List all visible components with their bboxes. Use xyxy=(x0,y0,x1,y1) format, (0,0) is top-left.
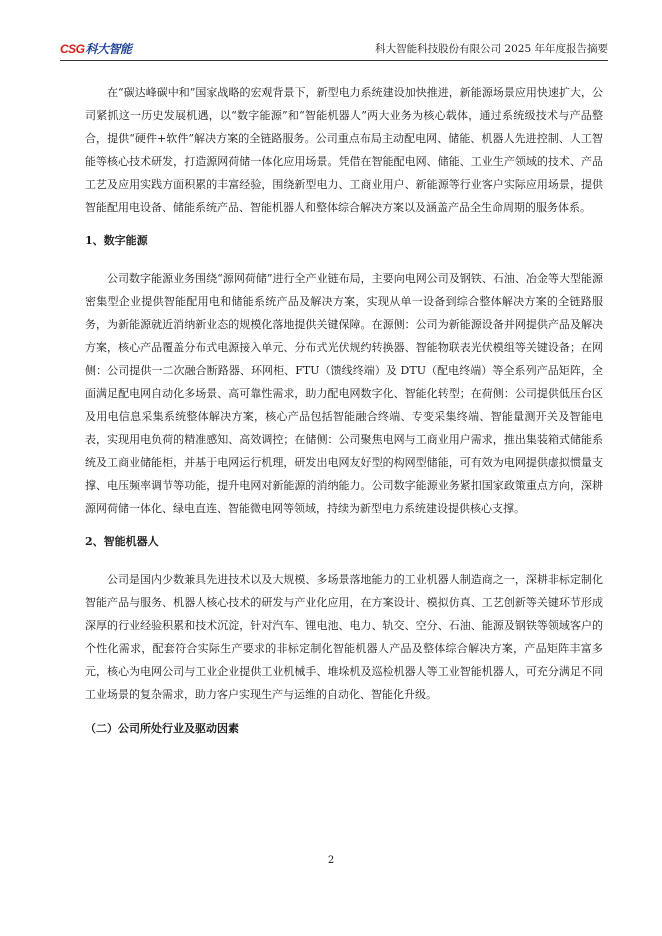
section-heading-industry: （二）公司所处行业及驱动因素 xyxy=(85,721,239,735)
page-header xyxy=(60,36,608,60)
document-body xyxy=(85,82,603,740)
intro-paragraph: 在“碳达峰碳中和”国家战略的宏观背景下，新型电力系统建设加快推进，新能源场景应用快速扩大，公司紧抓这一历史发展机遇，以“数字能源”和“智能机器人”两大业务为核心载体，通过系统级技术与产品整合，提供“硬件+软件”解决方案的全链路服务。公司重点布局主动配电网、储能、机器人先进控制、人工智能等核心技术研发，打造源网荷储一体化应用场景。凭借在智能配电网、储能、工业生产领域的技术、产品工艺及应用实践方面积累的丰富经验，围绕新型电力、工商业用户、新能源等行业客户实际应用场景，提供智能配用电设备、储能系统产品、智能机器人和整体综合解决方案以及涵盖产品全生命周期的服务体系。 xyxy=(85,86,603,214)
company-logo xyxy=(60,42,132,56)
logo-name: 科大智能 xyxy=(85,42,132,56)
header-divider xyxy=(60,60,608,61)
report-title: 科大智能科技股份有限公司 2025 年年度报告摘要 xyxy=(375,43,608,55)
logo-mark: CSG xyxy=(60,42,85,56)
digital-energy-paragraph: 公司数字能源业务围绕“源网荷储”进行全产业链布局，主要向电网公司及钢铁、石油、冶金等大型能源密集型企业提供智能配用电和储能系统产品及解决方案，实现从单一设备到综合整体解决方案的全链路服务，为新能源就近消纳新业态的规模化落地提供关键保障。在源侧：公司为新能源设备并网提供产品及解决方案，核心产品覆盖分布式电源接入单元、分布式光伏规约转换器、智能物联表光伏模组等关键设备；在网侧：公司提供一二次融合断路器、环网柜、FTU（馈线终端）及 DTU（配电终端）等全系列产品矩阵，全面满足配电网自动化多场景、高可靠性需求，助力配电网数字化、智能化转型；在荷侧：公司提供低压台区及用电信息采集系统整体解决方案，核心产品包括智能融合终端、专变采集终端、智能量测开关及智能电表，实现用电负荷的精准感知、高效调控；在储侧：公司聚焦电网与工商业用户需求，推出集装箱式储能系统及工商业储能柜，并基于电网运行机理，研发出电网友好型的构网型储能，可有效为电网提供虚拟惯量支撑、电压频率调节等功能，提升电网对新能源的消纳能力。公司数字能源业务紧扣国家政策重点方向，深耕源网荷储一体化、绿电直连、智能微电网等领域，持续为新型电力系统建设提供核心支撑。 xyxy=(85,272,603,515)
page-number: 2 xyxy=(327,855,335,866)
robotics-paragraph: 公司是国内少数兼具先进技术以及大规模、多场景落地能力的工业机器人制造商之一，深耕非标定制化智能产品与服务、机器人核心技术的研发与产业化应用，在方案设计、模拟仿真、工艺创新等关键环节形成深厚的行业经验积累和技术沉淀，针对汽车、锂电池、电力、轨交、空分、石油、能源及钢铁等领域客户的个性化需求，配套符合实际生产要求的非标定制化智能机器人产品及整体综合解决方案，产品矩阵丰富多元，核心为电网公司与工业企业提供工业机械手、堆垛机及巡检机器人等工业智能机器人，可充分满足不同工业场景的复杂需求，助力客户实现生产与运维的自动化、智能化升级。 xyxy=(85,573,603,701)
section-heading-digital-energy: 1、数字能源 xyxy=(85,234,148,248)
section-heading-robotics: 2、智能机器人 xyxy=(85,535,159,549)
